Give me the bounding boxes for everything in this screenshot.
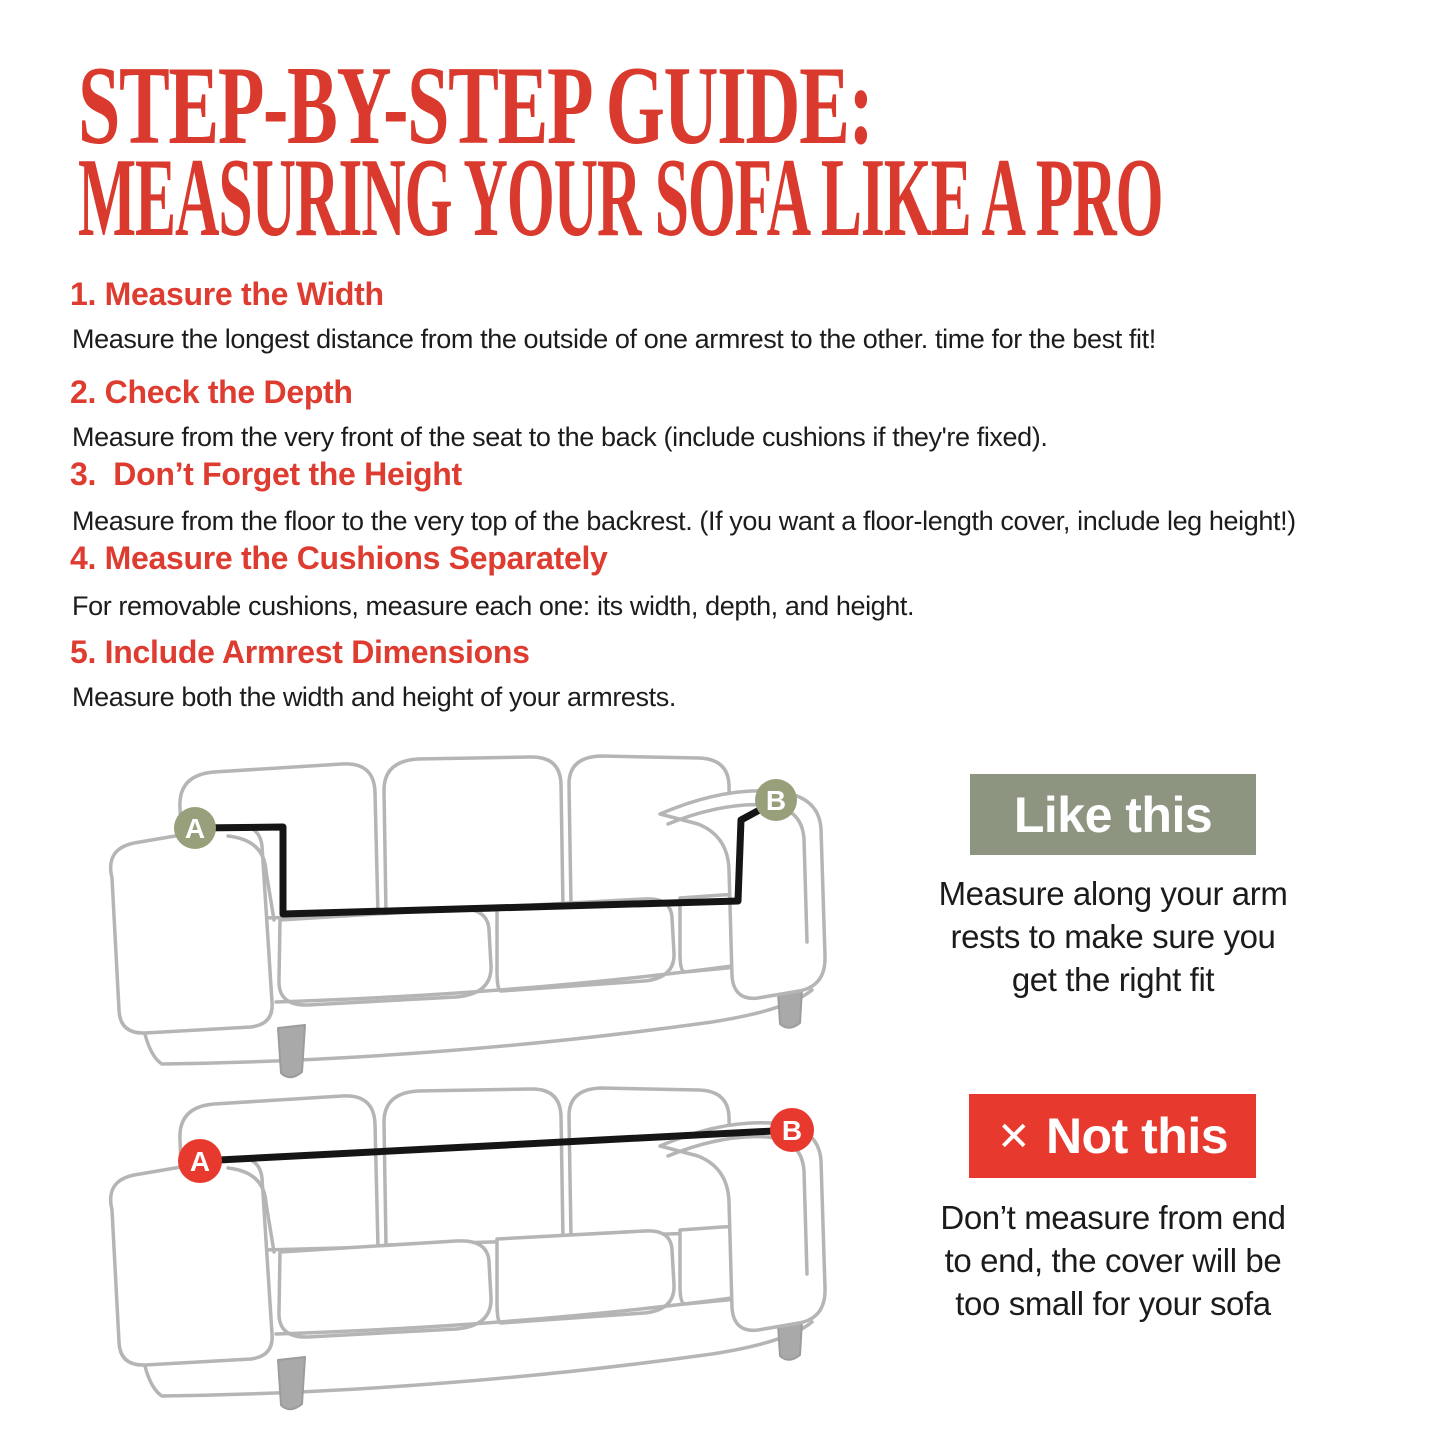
- like-this-badge: [970, 774, 1256, 855]
- sofa-diagram-correct: [100, 750, 890, 1090]
- not-this-badge-label: Not this: [1045, 1108, 1229, 1164]
- step-2-body: Measure from the very front of the seat to the back (include cushions if they're fixed).: [72, 422, 1048, 452]
- marker-a-label: A: [189, 1146, 211, 1177]
- title-line-2: MEASURING YOUR SOFA LIKE A PRO: [78, 136, 1163, 260]
- not-this-description-line: Don’t measure from end: [940, 1199, 1286, 1236]
- step-1-heading: 1. Measure the Width: [70, 276, 384, 312]
- not-this-description: [913, 1196, 1313, 1325]
- like-this-description-line: get the right fit: [1011, 961, 1215, 998]
- marker-b-label: B: [765, 785, 787, 816]
- step-5-body: Measure both the width and height of your armrests.: [72, 682, 676, 712]
- sofa-drawing: [111, 756, 825, 1077]
- step-5-heading: 5. Include Armrest Dimensions: [70, 634, 530, 670]
- like-this-description: [913, 872, 1313, 1001]
- title-line-1: STEP-BY-STEP GUIDE:: [78, 44, 873, 168]
- step-4-heading: 4. Measure the Cushions Separately: [70, 540, 608, 576]
- like-this-badge-label: Like this: [1013, 786, 1213, 843]
- step-4-body: For removable cushions, measure each one: its width, depth, and height.: [72, 591, 915, 621]
- step-3-heading: 3. Don’t Forget the Height: [70, 456, 462, 492]
- like-this-description-line: rests to make sure you: [950, 918, 1276, 955]
- sofa-diagram-incorrect: [100, 1082, 890, 1422]
- not-this-description-line: too small for your sofa: [955, 1285, 1271, 1322]
- not-this-description-line: to end, the cover will be: [944, 1242, 1282, 1279]
- step-1-body: Measure the longest distance from the outside of one armrest to the other. time for the best fit!: [72, 324, 1156, 354]
- like-this-description-line: Measure along your arm: [938, 875, 1288, 912]
- step-3-body: Measure from the floor to the very top of the backrest. (If you want a floor-length cover, include leg height!): [72, 506, 1296, 536]
- cross-icon: ✕: [996, 1115, 1030, 1159]
- marker-a-label: A: [184, 813, 206, 844]
- step-2-heading: 2. Check the Depth: [70, 374, 353, 410]
- marker-b-label: B: [781, 1115, 803, 1146]
- not-this-badge: [969, 1094, 1256, 1178]
